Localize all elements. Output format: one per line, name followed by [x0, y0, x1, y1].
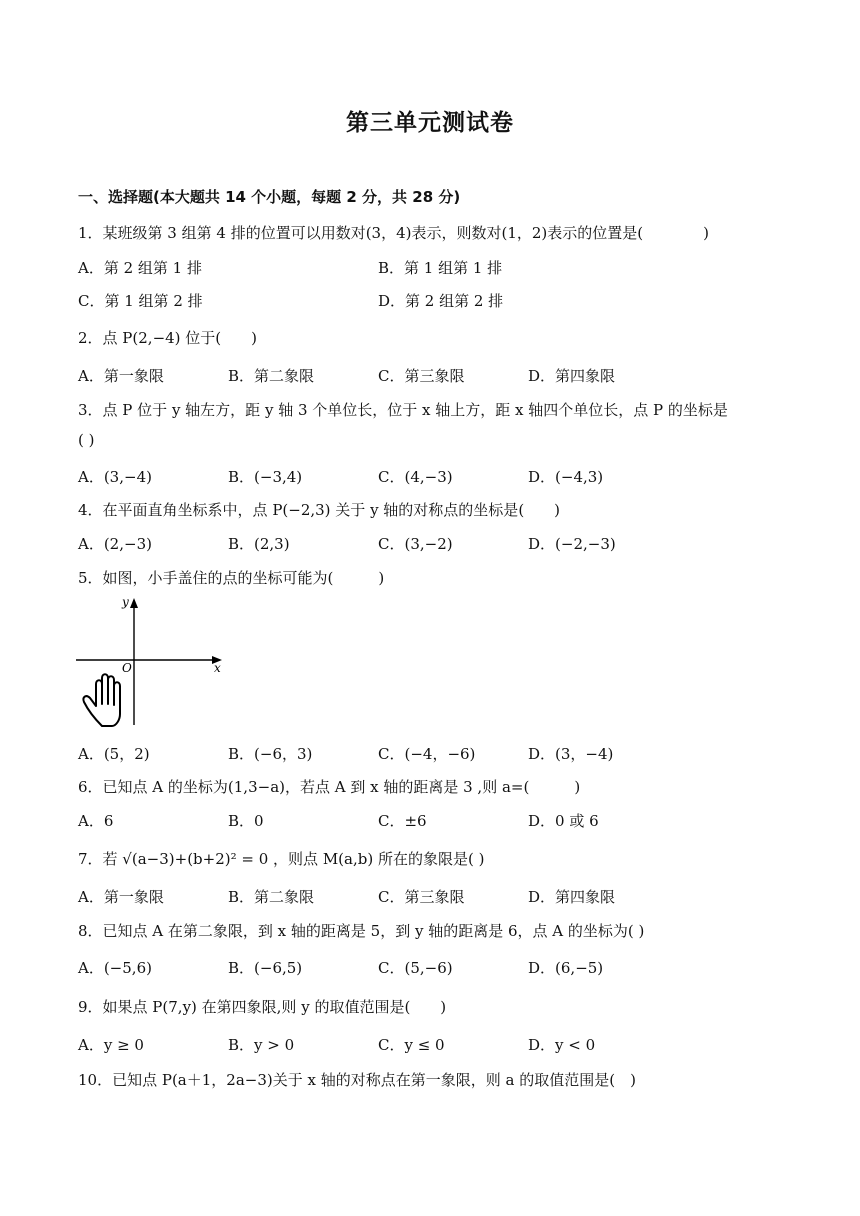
question-5-stem: 5．如图，小手盖住的点的坐标可能为( ): [78, 569, 385, 587]
y-axis-arrow: [130, 598, 138, 608]
question-1-option-d: D．第 2 组第 2 排: [378, 292, 504, 310]
question-5-option-b: B．(−6，3): [228, 745, 313, 763]
question-3-option-a: A．(3,−4): [78, 468, 152, 486]
question-6-stem: 6．已知点 A 的坐标为(1,3−a)，若点 A 到 x 轴的距离是 3 ,则 a=( ): [78, 778, 581, 796]
question-5-figure: [72, 592, 232, 732]
question-9-stem: 9．如果点 P(7,y) 在第四象限,则 y 的取值范围是( ): [78, 998, 447, 1016]
question-7-option-c: C．第三象限: [378, 888, 465, 906]
question-9-option-c: C．y ≤ 0: [378, 1036, 445, 1054]
x-axis-label: x: [214, 661, 221, 675]
y-axis-label: y: [122, 595, 129, 609]
question-9-option-d: D．y < 0: [528, 1036, 596, 1054]
question-4-option-c: C．(3,−2): [378, 535, 453, 553]
question-5-option-a: A．(5，2): [78, 745, 150, 763]
question-9-option-a: A．y ≥ 0: [78, 1036, 144, 1054]
question-3-option-b: B．(−3,4): [228, 468, 303, 486]
question-10-stem: 10．已知点 P(a＋1，2a−3)关于 x 轴的对称点在第一象限，则 a 的取值范围是( ): [78, 1071, 636, 1089]
origin-label: O: [122, 661, 132, 675]
question-4-option-a: A．(2,−3): [78, 535, 152, 553]
question-3-stem: 3．点 P 位于 y 轴左方，距 y 轴 3 个单位长，位于 x 轴上方，距 x 轴四个单位长，点 P 的坐标是: [78, 401, 728, 419]
question-8-option-a: A．(−5,6): [78, 959, 152, 977]
question-1-option-b: B．第 1 组第 1 排: [378, 259, 503, 277]
question-2-option-a: A．第一象限: [78, 367, 164, 385]
question-1-stem: 1．某班级第 3 组第 4 排的位置可以用数对(3，4)表示，则数对(1，2)表示的位置是( ): [78, 224, 709, 242]
question-5-option-c: C．(−4，−6): [378, 745, 476, 763]
question-2-option-d: D．第四象限: [528, 367, 616, 385]
question-7-option-a: A．第一象限: [78, 888, 164, 906]
question-9-option-b: B．y > 0: [228, 1036, 295, 1054]
question-2-option-c: C．第三象限: [378, 367, 465, 385]
question-8-option-b: B．(−6,5): [228, 959, 303, 977]
question-3-option-c: C．(4,−3): [378, 468, 453, 486]
question-8-option-d: D．(6,−5): [528, 959, 604, 977]
question-7-option-d: D．第四象限: [528, 888, 616, 906]
question-4-stem: 4．在平面直角坐标系中，点 P(−2,3) 关于 y 轴的对称点的坐标是( ): [78, 501, 561, 519]
question-6-option-c: C．±6: [378, 812, 427, 830]
question-5-option-d: D．(3，−4): [528, 745, 614, 763]
section-heading: 一、选择题(本大题共 14 个小题，每题 2 分，共 28 分): [78, 188, 461, 206]
question-2-stem: 2．点 P(2,−4) 位于( ): [78, 329, 258, 347]
question-4-option-d: D．(−2,−3): [528, 535, 616, 553]
question-3-option-d: D．(−4,3): [528, 468, 604, 486]
question-4-option-b: B．(2,3): [228, 535, 290, 553]
question-1-option-c: C．第 1 组第 2 排: [78, 292, 203, 310]
question-7-option-b: B．第二象限: [228, 888, 315, 906]
question-6-option-d: D．0 或 6: [528, 812, 599, 830]
hand-icon: [83, 674, 120, 726]
question-6-option-a: A．6: [78, 812, 114, 830]
question-1-option-a: A．第 2 组第 1 排: [78, 259, 202, 277]
question-3-stem-continued: ( ): [78, 431, 95, 449]
question-6-option-b: B．0: [228, 812, 264, 830]
question-8-stem: 8．已知点 A 在第二象限，到 x 轴的距离是 5，到 y 轴的距离是 6，点 A 的坐标为( ): [78, 922, 645, 940]
page-title: 第三单元测试卷: [346, 110, 514, 136]
question-2-option-b: B．第二象限: [228, 367, 315, 385]
question-7-stem: 7．若 √(a−3)+(b+2)² = 0 ，则点 M(a,b) 所在的象限是( ): [78, 850, 485, 868]
question-8-option-c: C．(5,−6): [378, 959, 453, 977]
